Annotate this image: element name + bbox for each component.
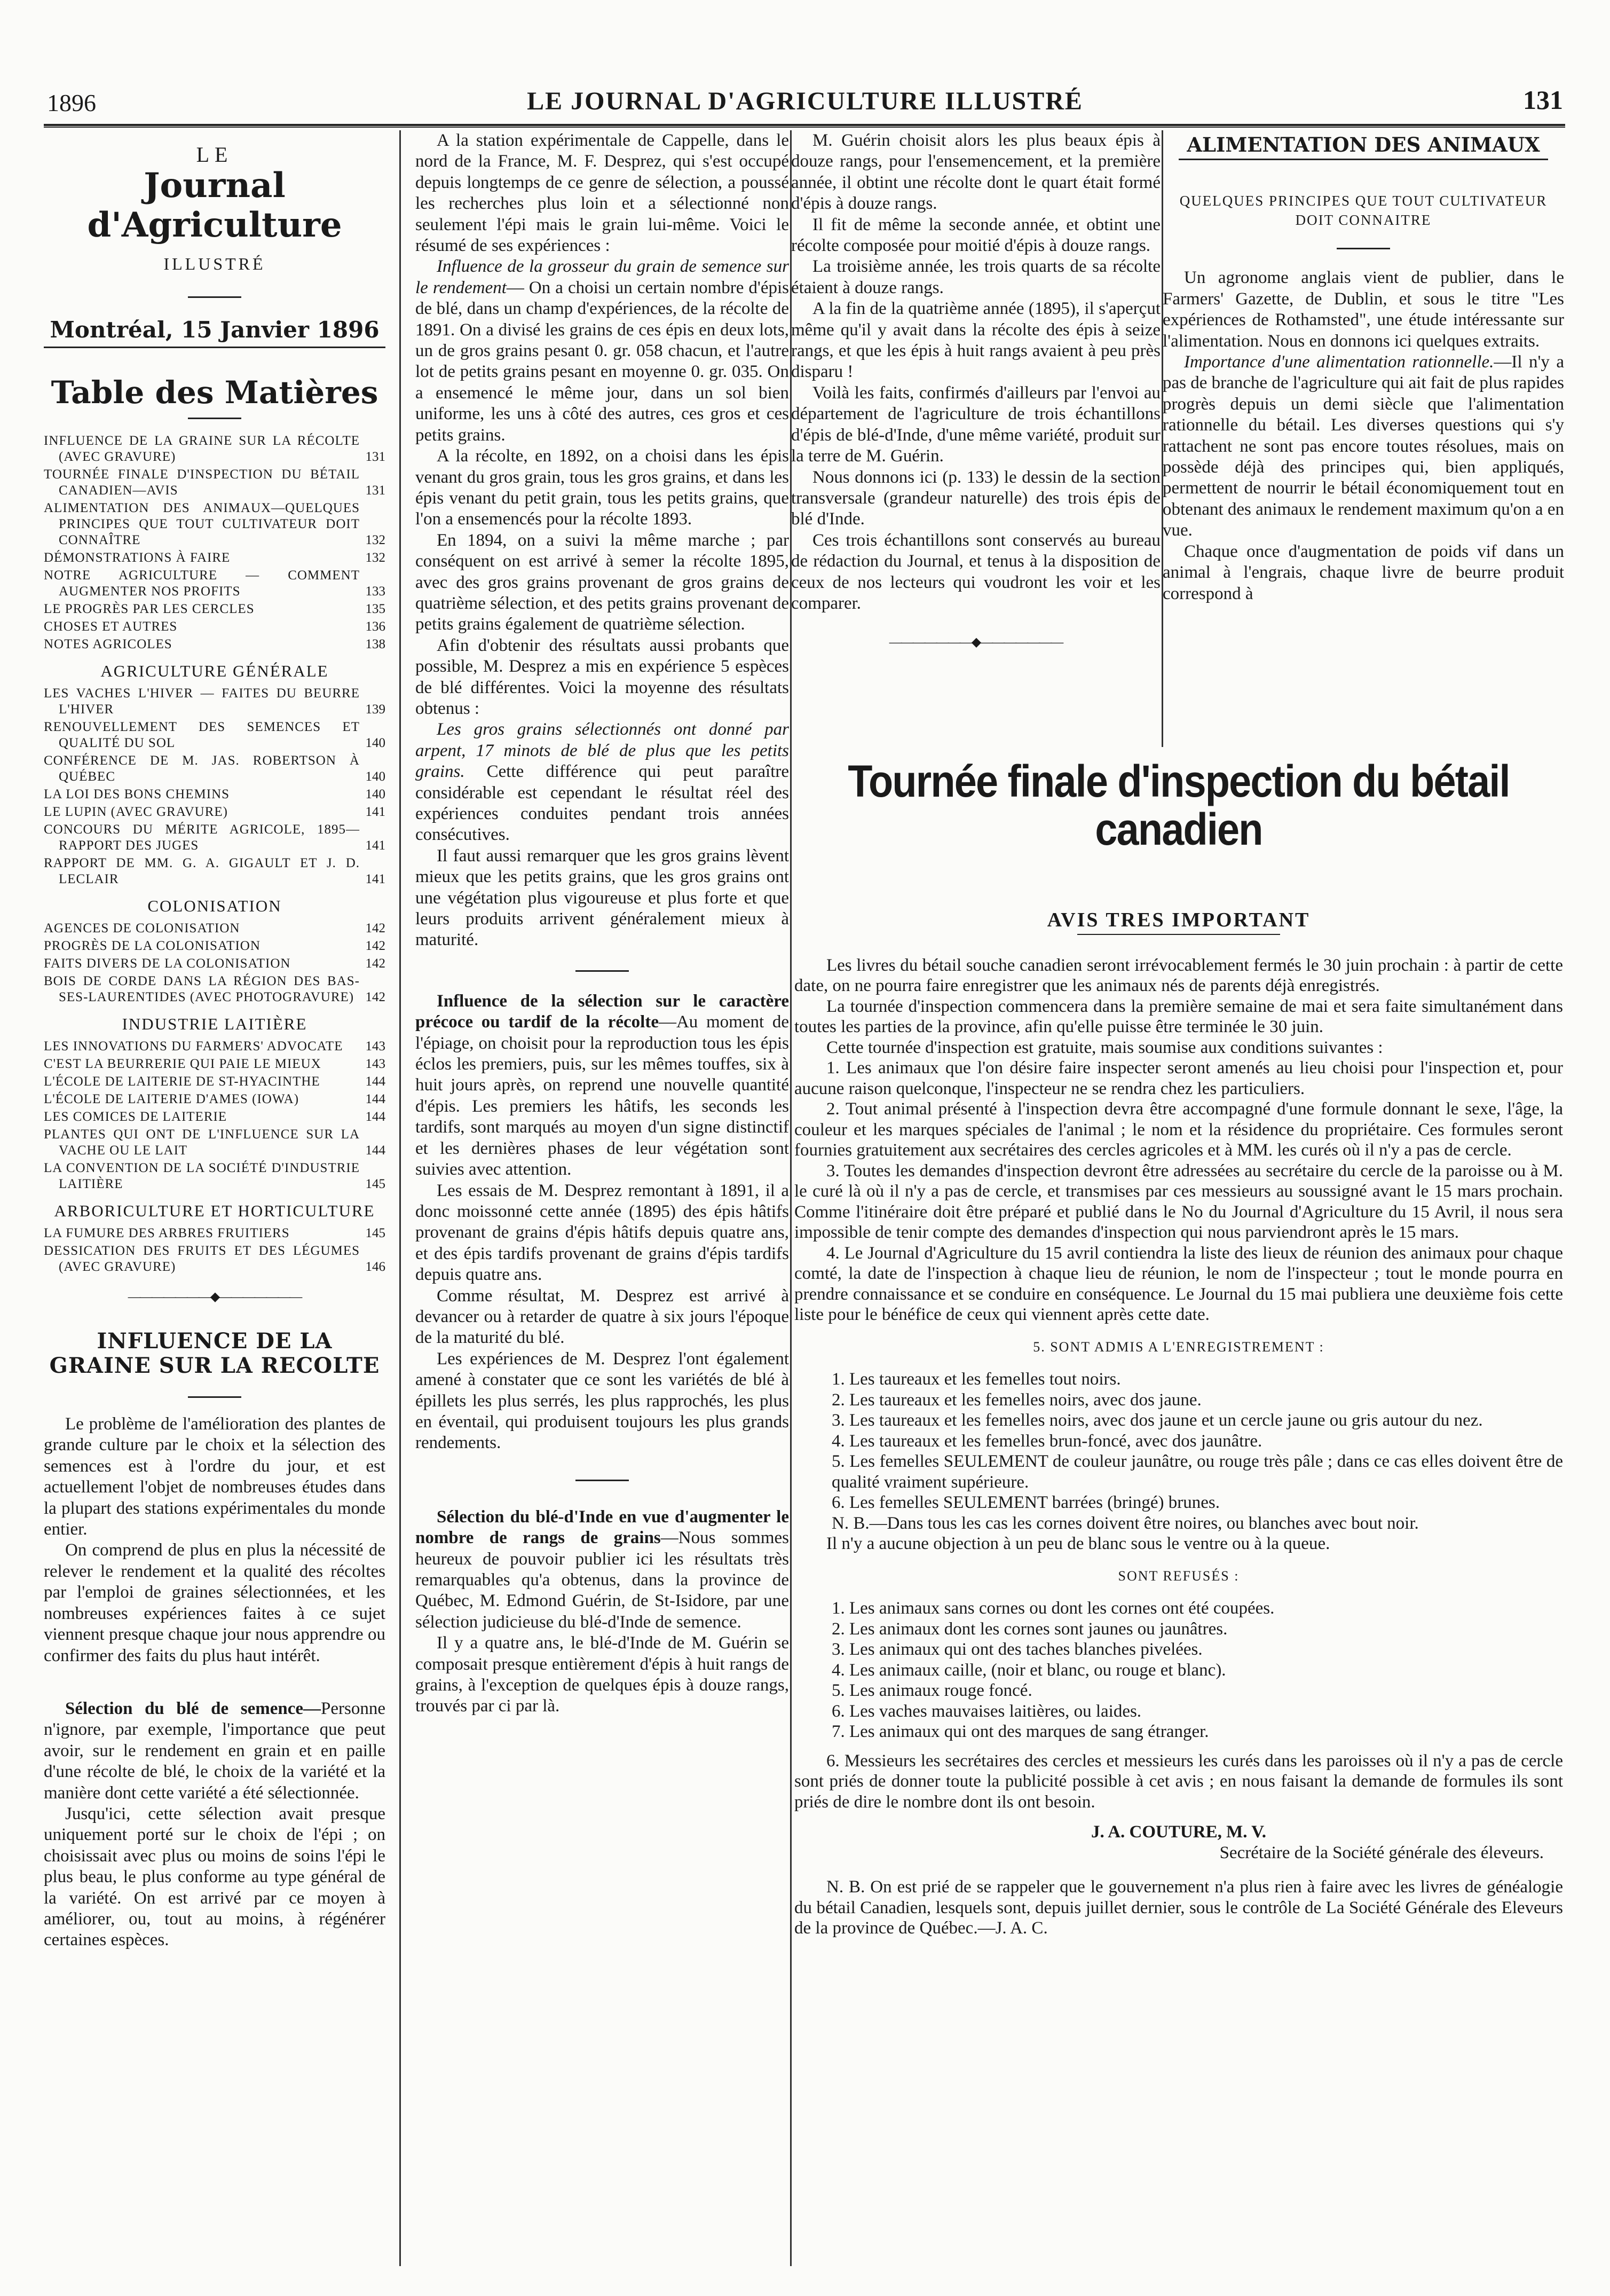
list-item: 3. Les taureaux et les femelles noirs, avec dos jaune et un cercle jaune ou gris autour du nez.: [832, 1411, 1483, 1430]
toc-title: Table des Matières: [51, 374, 378, 411]
paragraph: Comme résultat, M. Desprez est arrivé à devancer ou à retarder de quatre à six jours l'époque de la maturité du blé.: [415, 1286, 789, 1348]
toc-entry: [44, 973, 385, 1005]
toc-entry-page: 132: [365, 550, 385, 565]
paragraph: Afin d'obtenir des résultats aussi probants que possible, M. Desprez a mis en expérience 5 espèces de blé différentes. Voici la moyenne des résultats obtenus :: [415, 635, 789, 718]
toc-entry: [44, 753, 385, 785]
toc-entry-title: RENOUVELLEMENT DES SEMENCES ET QUALITÉ DU SOL: [44, 719, 360, 750]
condition: 3. Toutes les demandes d'inspection devront être adressées au secrétaire du cercle de la paroisse ou à M. le curé là où il n'y a pas de cercle, et transmises par ces messieurs au soussigné avant le 15 mars prochain. Comme l'itinéraire doit être préparé et publié dans le No du Journal d'Agriculture du 15 Avril, il nous sera impossible de tenir compte des demandes d'inspection qui nous parviendront après le 15 mars.: [794, 1161, 1563, 1242]
toc-entry-page: 144: [365, 1109, 385, 1124]
toc-entry-title: ALIMENTATION DES ANIMAUX—QUELQUES PRINCIPES QUE TOUT CULTIVATEUR DOIT CONNAÎTRE: [44, 500, 360, 547]
toc-entry: [44, 956, 385, 972]
toc-entry: [44, 938, 385, 954]
subhead: Sélection du blé de semence—: [65, 1699, 321, 1718]
paragraph-text: —Nous sommes heureux de pouvoir publier ici les résultats très remarquables qu'a obtenus, dans la province de Québec, M. Edmond Guérin, de St-Isidore, par une sélection judicieuse du blé-d'Inde de semence.: [415, 1528, 790, 1632]
toc-entry-title: RAPPORT DE MM. G. A. GIGAULT ET J. D. LECLAIR: [44, 855, 360, 886]
toc-section: INDUSTRIE LAITIÈRE: [122, 1014, 307, 1033]
toc-entry: [44, 467, 385, 499]
paragraph: Un agronome anglais vient de publier, dans le Farmers' Gazette, de Dublin, et sous le titre "Les expériences de Rothamsted", une étude intéressante sur l'alimentation. Nous en donnons ici quelques extraits.: [1163, 268, 1564, 351]
divider: [1179, 159, 1548, 160]
masthead: [44, 144, 385, 275]
toc-entry-title: PLANTES QUI ONT DE L'INFLUENCE SUR LA VACHE OU LE LAIT: [44, 1127, 360, 1158]
toc-entry: [44, 1074, 385, 1090]
toc-entry: [44, 1109, 385, 1125]
list-item: 2. Les animaux dont les cornes sont jaunes ou jaunâtres.: [832, 1619, 1228, 1639]
list-item: 5. Les femelles SEULEMENT de couleur jaunâtre, ou rouge très pâle ; dans ce cas elles doivent être de qualité vraiment supérieure.: [832, 1452, 1563, 1492]
refuses-list: [794, 1598, 1563, 1742]
divider: [188, 296, 241, 298]
subhead: Influence de la sélection sur le caractère précoce ou tardif de la récolte: [415, 991, 789, 1032]
list-item: 6. Les vaches mauvaises laitières, ou laides.: [832, 1701, 1142, 1721]
paragraph: Nous donnons ici (p. 133) le dessin de la section transversale (grandeur naturelle) des trois épis de blé d'Inde.: [791, 467, 1161, 529]
paragraph: Cette tournée d'inspection est gratuite, mais soumise aux conditions suivantes :: [826, 1037, 1383, 1057]
paragraph: Chaque once d'augmentation de poids vif dans un animal à l'engrais, chaque livre de beurre produit correspond à: [1163, 541, 1564, 603]
toc-entry-title: LA LOI DES BONS CHEMINS: [44, 787, 230, 801]
result-italic: Les gros grains sélectionnés ont donné par arpent, 17 minots de blé de plus que les petits grains.: [415, 720, 789, 782]
toc-entry-title: DÉMONSTRATIONS À FAIRE: [44, 550, 231, 565]
list-item: N. B.—Dans tous les cas les cornes doivent être noires, ou blanches avec bout noir.: [832, 1513, 1419, 1533]
paragraph: A la station expérimentale de Cappelle, dans le nord de la France, M. F. Desprez, qui s'est occupé depuis longtemps de ce genre de sélection, a poussé les recherches plus loin et a sélectionné non seulement l'épi mais le grain lui-même. Voici le résumé de ses expériences :: [415, 131, 789, 256]
toc-section: COLONISATION: [147, 896, 282, 915]
paragraph: Il fit de même la seconde année, et obtint une récolte composée pour moitié d'épis à douze rangs.: [791, 215, 1161, 256]
notice-article: [794, 757, 1563, 1939]
toc-entry-page: 132: [365, 532, 385, 547]
toc-entry-title: L'ÉCOLE DE LAITERIE DE ST-HYACINTHE: [44, 1074, 320, 1089]
divider: [44, 347, 385, 348]
admis-list: [794, 1369, 1563, 1534]
paragraph: [415, 719, 789, 845]
toc-entry: [44, 1127, 385, 1159]
subhead: Importance d'une alimentation rationnelle.: [1184, 352, 1494, 372]
toc-entry: [44, 787, 385, 803]
condition: 6. Messieurs les secrétaires des cercles et messieurs les curés dans les paroisses où il n'y a pas de cercle sont priés de donner toute la publicité possible à cet avis ; en nous faisant la demande de formules ils sont priés de dire le nombre dont ils ont besoin.: [794, 1751, 1563, 1812]
toc-entry-title: BOIS DE CORDE DANS LA RÉGION DES BAS-SES-LAURENTIDES (AVEC PHOTOGRAVURE): [44, 973, 360, 1004]
toc-entry-page: 144: [365, 1143, 385, 1158]
paragraph: [415, 256, 789, 446]
list-item: 2. Les taureaux et les femelles noirs, avec dos jaune.: [832, 1390, 1202, 1410]
toc-entry: [44, 1225, 385, 1241]
paragraph: [44, 1699, 385, 1804]
admis-heading: 5. SONT ADMIS A L'ENREGISTREMENT :: [1033, 1339, 1324, 1355]
toc-entry-page: 141: [365, 871, 385, 886]
list-item: 1. Les taureaux et les femelles tout noirs.: [832, 1370, 1121, 1389]
toc-entry: [44, 1056, 385, 1072]
toc-entry: [44, 433, 385, 465]
list-item: 7. Les animaux qui ont des marques de sang étranger.: [832, 1722, 1209, 1741]
paragraph: En 1894, on a suivi la même marche ; par conséquent on est arrivé à semer la récolte 1895, avec des gros grains provenant de gros grains de quatrième sélection, et des petits grains provenant de petits grains également de quatrième sélection.: [415, 530, 789, 634]
toc-entry: [44, 636, 385, 652]
ornament: ———————◆———————: [889, 635, 1063, 650]
article-title: ALIMENTATION DES ANIMAUX: [1187, 133, 1540, 156]
toc-entry-page: 138: [365, 636, 385, 651]
toc-entry: [44, 822, 385, 854]
toc-entry-page: 142: [365, 956, 385, 971]
toc-entry-title: TOURNÉE FINALE D'INSPECTION DU BÉTAIL CANADIEN—AVIS: [44, 467, 360, 498]
toc-entry-page: 139: [365, 702, 385, 717]
toc-entry-page: 146: [365, 1259, 385, 1274]
ornament: ———————◆———————: [128, 1289, 302, 1304]
column-1: [44, 130, 385, 1951]
toc-entry-title: LE PROGRÈS PAR LES CERCLES: [44, 601, 255, 616]
toc-entry-title: L'ÉCOLE DE LAITERIE D'AMES (IOWA): [44, 1091, 299, 1106]
page-header: [47, 84, 1563, 122]
masthead-journal: Journal d'Agriculture: [87, 166, 342, 246]
divider: [188, 418, 241, 419]
final-note: N. B. On est prié de se rappeler que le gouvernement n'a plus rien à faire avec les livres de généalogie du bétail Canadien, lesquels sont, depuis juillet dernier, sous le contrôle de La Société Générale des Eleveurs de la province de Québec.—J. A. C.: [794, 1877, 1563, 1938]
year: 1896: [47, 89, 96, 116]
table-of-contents: [44, 433, 385, 1275]
paragraph: [1163, 352, 1564, 541]
subhead: Influence de la grosseur du grain de semence sur le rendement: [415, 257, 789, 297]
toc-entry: [44, 601, 385, 617]
toc-entry-page: 145: [365, 1176, 385, 1191]
paragraph: Les expériences de M. Desprez l'ont également amené à constater que ce sont les variétés de blé à épillets les plus serrés, les plus rapprochés, les plus en éventail, qui produisent toujours les plus grands rendements.: [415, 1349, 789, 1453]
paragraph: Les livres du bétail souche canadien seront irrévocablement fermés le 30 juin prochain : à partir de cette date, on ne pourra faire enregistrer que les animaux nés de parents déjà enregistrés.: [794, 955, 1563, 995]
list-item: 4. Les taureaux et les femelles brun-foncé, avec dos jaunâtre.: [832, 1431, 1262, 1451]
toc-entry-title: CHOSES ET AUTRES: [44, 619, 178, 634]
signature-title: Secrétaire de la Société générale des éleveurs.: [1219, 1843, 1544, 1862]
column-divider: [399, 130, 401, 2266]
toc-entry-title: PROGRÈS DE LA COLONISATION: [44, 938, 261, 953]
condition: 1. Les animaux que l'on désire faire inspecter seront amenés au lieu choisi pour l'inspection et, pour aucune raison quelconque, l'inspecteur ne se rendra chez les particuliers.: [794, 1058, 1563, 1098]
toc-entry: [44, 568, 385, 600]
article-subtitle: QUELQUES PRINCIPES QUE TOUT CULTIVATEUR DOIT CONNAITRE: [1179, 193, 1548, 229]
toc-entry-title: LES COMICES DE LAITERIE: [44, 1109, 227, 1124]
toc-entry-title: CONFÉRENCE DE M. JAS. ROBERTSON À QUÉBEC: [44, 753, 360, 784]
paragraph: Jusqu'ici, cette sélection avait presque uniquement porté sur le choix de l'épi ; on choisissait avec plus ou moins de soins l'épi le plus beau, le plus conforme au type général de la variété. On est arrivé par ce moyen à améliorer, ou, tout au moins, à régénérer certaines espèces.: [44, 1804, 385, 1950]
toc-entry-page: 141: [365, 838, 385, 853]
paragraph-text: Cette différence qui peut paraître considérable est cependant le résultat réel des expériences conduites pendant trois années consécutives.: [415, 762, 789, 845]
toc-entry: [44, 1243, 385, 1275]
paragraph: La troisième année, les trois quarts de sa récolte étaient à douze rangs.: [791, 257, 1161, 297]
toc-entry-page: 142: [365, 989, 385, 1004]
divider: [575, 970, 629, 972]
toc-entry-title: LA FUMURE DES ARBRES FRUITIERS: [44, 1225, 290, 1240]
toc-entry-title: C'EST LA BEURRERIE QUI PAIE LE MIEUX: [44, 1056, 321, 1071]
toc-entry: [44, 719, 385, 751]
notice-avis: AVIS TRES IMPORTANT: [1047, 909, 1311, 931]
refuses-heading: SONT REFUSÉS :: [1118, 1568, 1240, 1584]
list-item: 6. Les femelles SEULEMENT barrées (bringé) brunes.: [832, 1493, 1220, 1512]
divider: [575, 1480, 629, 1481]
toc-section: AGRICULTURE GÉNÉRALE: [100, 661, 329, 680]
list-item: 3. Les animaux qui ont des taches blanches pivelées.: [832, 1640, 1203, 1659]
toc-entry-page: 136: [365, 619, 385, 634]
header-rule: [44, 124, 1565, 128]
toc-entry-page: 133: [365, 584, 385, 599]
paragraph: Il y a quatre ans, le blé-d'Inde de M. Guérin se composait presque entièrement d'épis à huit rangs de grains, à l'exception de quelques épis à douze rangs, trouvés par ci par là.: [415, 1633, 789, 1716]
toc-entry: [44, 1160, 385, 1192]
toc-entry-page: 131: [365, 449, 385, 464]
toc-entry: [44, 619, 385, 635]
toc-entry-title: INFLUENCE DE LA GRAINE SUR LA RÉCOLTE (AVEC GRAVURE): [44, 433, 360, 464]
paragraph-text: Personne n'ignore, par exemple, l'importance que peut avoir, sur le rendement en grain et en paille d'une récolte de blé, le choix de la variété et la manière dont cette variété a été sélectionnée.: [44, 1699, 385, 1803]
toc-section: ARBORICULTURE ET HORTICULTURE: [54, 1201, 375, 1220]
toc-entry-title: LE LUPIN (AVEC GRAVURE): [44, 804, 228, 819]
toc-entry: [44, 550, 385, 566]
paragraph: [415, 991, 789, 1181]
toc-entry-page: 140: [365, 787, 385, 801]
toc-entry-title: FAITS DIVERS DE LA COLONISATION: [44, 956, 291, 971]
toc-entry-page: 131: [365, 483, 385, 498]
paragraph: La tournée d'inspection commencera dans la première semaine de mai et sera faite simultanément dans toutes les parties de la province, afin qu'elle puisse être terminée le 30 juin.: [794, 996, 1563, 1036]
paragraph: [415, 1507, 789, 1633]
subhead: Sélection du blé-d'Inde en vue d'augmenter le nombre de rangs de grains: [415, 1507, 789, 1548]
paragraph: A la récolte, en 1892, on a choisi dans les épis venant du gros grain, tous les gros grains, et dans les épis venant du petit grain, tous les petits grains, que l'on a ensemencés pour la récolte 1893.: [415, 446, 789, 529]
toc-entry-title: DESSICATION DES FRUITS ET DES LÉGUMES (AVEC GRAVURE): [44, 1243, 360, 1274]
paragraph-text: — On a choisi un certain nombre d'épis de blé, dans un champ d'expériences, de la récolte de 1891. On a divisé les grains de ces épis en deux lots, un de gros grains pesant 0. gr. 058 chacun, et l'autre lot de petits grains pesant en moyenne 0. gr. 035. On a ensemencé le même jour, dans un sol bien uniforme, les uns à côté des autres, ces gros et ces petits grains.: [415, 278, 790, 445]
paragraph: Il faut aussi remarquer que les gros grains lèvent mieux que les petits grains, que les gros grains ont une végétation plus vigoureuse et plus forte et que leurs produits arrivent généralement mieux à maturité.: [415, 846, 789, 950]
masthead-le: LE: [196, 143, 233, 167]
toc-entry-page: 144: [365, 1074, 385, 1089]
toc-entry: [44, 855, 385, 887]
paragraph: Les essais de M. Desprez remontant à 1891, il a donc moissonné cette année (1895) des épis hâtifs provenant de grains d'épis hâtifs depuis quatre ans, et des épis tardifs provenant de grains d'épis tardifs depuis quatre ans.: [415, 1181, 789, 1285]
paragraph: Ces trois échantillons sont conservés au bureau de rédaction du Journal, et tenus à la disposition de ceux de nos lecteurs qui voudront les voir et les comparer.: [791, 530, 1161, 613]
toc-entry: [44, 921, 385, 937]
divider: [1337, 248, 1390, 249]
toc-entry-page: 142: [365, 921, 385, 935]
toc-entry-title: AGENCES DE COLONISATION: [44, 921, 240, 935]
toc-entry-title: LES INNOVATIONS DU FARMERS' ADVOCATE: [44, 1039, 343, 1053]
toc-entry: [44, 1039, 385, 1055]
toc-entry-page: 142: [365, 938, 385, 953]
paragraph-text: —Il n'y a pas de branche de l'agriculture qui ait fait de plus rapides progrès depuis un demi siècle que l'alimentation rationnelle du bétail. Les diverses questions qui s'y rattachent ne sont pas encore toutes résolues, mais on possède déjà des principes qui, bien appliqués, permettent de nourrir le bétail économiquement tout en obtenant des animaux le rendement maximum qu'on a en vue.: [1163, 352, 1564, 540]
article-title: INFLUENCE DE LA GRAINE SUR LA RECOLTE: [49, 1328, 380, 1379]
toc-entry-page: 143: [365, 1039, 385, 1053]
masthead-illustre: ILLUSTRÉ: [163, 254, 266, 274]
paragraph: A la fin de la quatrième année (1895), il s'aperçut même qu'il y avait dans la récolte des épis à seize rangs, et que les épis à huit rangs avaient à peu près disparu !: [791, 299, 1161, 382]
journal-running-title: LE JOURNAL D'AGRICULTURE ILLUSTRÉ: [527, 87, 1083, 115]
toc-entry: [44, 500, 385, 548]
toc-entry-page: 145: [365, 1225, 385, 1240]
condition: 2. Tout animal présenté à l'inspection devra être accompagné d'une formule donnant le sexe, l'âge, la couleur et les marques spéciales de l'animal ; le nom et la résidence du propriétaire. Ces formules seront fournies gratuitement aux secrétaires des cercles agricoles et à MM. les curés où il n'y a pas de cercle.: [794, 1099, 1563, 1160]
toc-entry: [44, 1091, 385, 1107]
column-4: [1163, 130, 1564, 604]
toc-entry-page: 143: [365, 1056, 385, 1071]
toc-entry-page: 144: [365, 1091, 385, 1106]
toc-entry-page: 140: [365, 735, 385, 750]
toc-entry: [44, 804, 385, 820]
list-item: 1. Les animaux sans cornes ou dont les cornes ont été coupées.: [832, 1599, 1275, 1618]
list-item: 5. Les animaux rouge foncé.: [832, 1681, 1032, 1700]
notice-title: Tournée finale d'inspection du bétail canadien: [848, 756, 1510, 854]
paragraph: On comprend de plus en plus la nécessité de relever le rendement et la qualité des récoltes par l'emploi de graines sélectionnées, et les nombreuses expériences faites à ce sujet viennent presque chaque jour nous apprendre ou confirmer des faits du plus haut intérêt.: [44, 1540, 385, 1665]
condition: 4. Le Journal d'Agriculture du 15 avril contiendra la liste des lieux de réunion des animaux pour chaque comté, la date de l'inspection à chaque lieu de réunion, le nom de l'inspecteur ; tout le monde pourra en prendre connaissance et se conduire en conséquence. Le Journal du 15 mai publiera une deuxième fois cette liste pour le bénéfice de ceux qui viennent après cette date.: [794, 1243, 1563, 1324]
paragraph: Voilà les faits, confirmés d'ailleurs par l'envoi au département de l'agriculture de trois échantillons d'épis de blé-d'Inde, d'une même variété, produit sur la terre de M. Guérin.: [791, 383, 1161, 466]
signature: J. A. COUTURE, M. V.: [1091, 1822, 1266, 1842]
paragraph-text: —Au moment de l'épiage, on choisit pour la reproduction tous les épis éclos les premiers, puis, sur les mêmes touffes, six à huit jours après, on reprend une nouvelle quantité d'épis. Les premiers les hâtifs, les seconds les tardifs, sont marqués au moyen d'un signe distinctif et les dernières phases de leur végétation sont suivies avec attention.: [415, 1012, 789, 1180]
paragraph: Le problème de l'amélioration des plantes de grande culture par le choix et la sélection des semences est à l'ordre du jour, et est actuellement l'objet de nombreuses études dans la plupart des stations expérimentales du monde entier.: [44, 1414, 385, 1539]
dateline: Montréal, 15 Janvier 1896: [50, 316, 380, 343]
toc-entry-page: 140: [365, 769, 385, 784]
toc-entry: [44, 686, 385, 718]
toc-entry-title: NOTRE AGRICULTURE — COMMENT AUGMENTER NOS PROFITS: [44, 568, 360, 599]
page-number: 131: [1523, 85, 1563, 115]
column-2: [415, 130, 789, 1717]
list-item: 4. Les animaux caille, (noir et blanc, ou rouge et blanc).: [832, 1660, 1226, 1680]
toc-entry-page: 135: [365, 601, 385, 616]
paragraph: Il n'y a aucune objection à un peu de blanc sous le ventre ou à la queue.: [826, 1534, 1330, 1553]
toc-entry-title: LA CONVENTION DE LA SOCIÉTÉ D'INDUSTRIE LAITIÈRE: [44, 1160, 360, 1191]
divider: [188, 1396, 241, 1398]
column-3: [791, 130, 1161, 654]
toc-entry-page: 141: [365, 804, 385, 819]
toc-entry-title: NOTES AGRICOLES: [44, 636, 172, 651]
paragraph: M. Guérin choisit alors les plus beaux épis à douze rangs, pour l'ensemencement, et la première année, il obtint une récolte dont le quart était formé d'épis à douze rangs.: [791, 131, 1161, 214]
toc-entry-title: LES VACHES L'HIVER — FAITES DU BEURRE L'HIVER: [44, 686, 360, 717]
toc-entry-title: CONCOURS DU MÉRITE AGRICOLE, 1895—RAPPORT DES JUGES: [44, 822, 360, 853]
